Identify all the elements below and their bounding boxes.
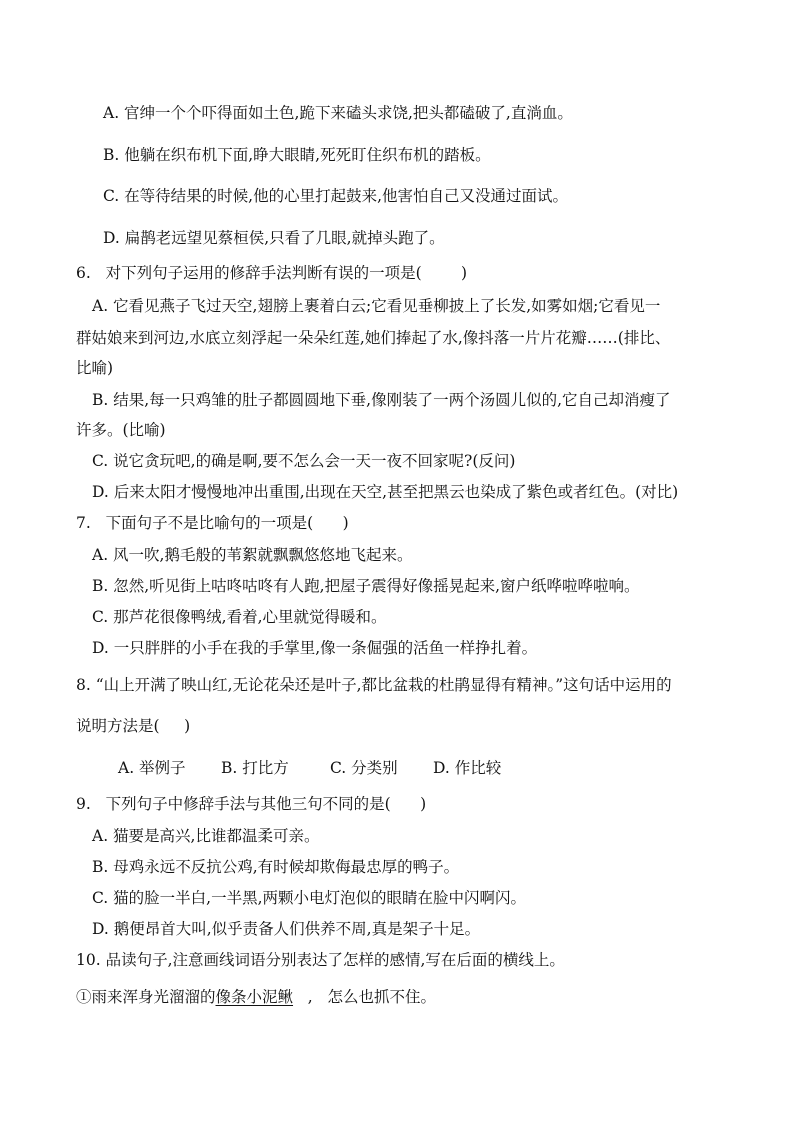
q6-option-b-line1: B. 结果,每一只鸡雏的肚子都圆圆地下垂,像刚装了一两个汤圆儿似的,它自己却消瘦了	[92, 391, 671, 409]
q9-option-a: A. 猫要是高兴,比谁都温柔可亲。	[92, 827, 320, 845]
q10-item-1-prefix: ①雨来浑身光溜溜的	[76, 988, 216, 1006]
q5-option-b: B. 他躺在织布机下面,睁大眼睛,死死盯住织布机的踏板。	[103, 146, 491, 164]
q8-option-a: A. 举例子	[118, 759, 186, 777]
q8-option-c: C. 分类别	[330, 759, 398, 777]
q10-item-1-suffix: , 怎么也抓不住。	[293, 988, 437, 1006]
q10-item-1-underlined-phrase: 像条小泥鳅	[215, 988, 294, 1006]
q5-option-a: A. 官绅一个个吓得面如土色,跪下来磕头求饶,把头都磕破了,直淌血。	[103, 104, 573, 122]
q10-item-1	[76, 987, 436, 1007]
q6-stem: 6. 对下列句子运用的修辞手法判断有误的一项是( )	[76, 264, 468, 282]
q8-option-b: B. 打比方	[221, 759, 289, 777]
q10-stem: 10. 品读句子,注意画线词语分别表达了怎样的感情,写在后面的横线上。	[76, 951, 565, 969]
q6-option-a-line1: A. 它看见燕子飞过天空,翅膀上裹着白云;它看见垂柳披上了长发,如雾如烟;它看见一	[92, 297, 661, 315]
q9-stem: 9. 下列句子中修辞手法与其他三句不同的是( )	[76, 795, 427, 813]
q9-option-c: C. 猫的脸一半白,一半黑,两颗小电灯泡似的眼睛在脸中闪啊闪。	[92, 889, 527, 907]
q8-stem-line1: 8. “山上开满了映山红,无论花朵还是叶子,都比盆栽的杜鹃显得有精神。”这句话中运用的	[76, 676, 672, 694]
q7-option-d: D. 一只胖胖的小手在我的手掌里,像一条倔强的活鱼一样挣扎着。	[92, 639, 538, 657]
q7-option-c: C. 那芦花很像鸭绒,看着,心里就觉得暖和。	[92, 608, 387, 626]
q9-option-d: D. 鹅便昂首大叫,似乎责备人们供养不周,真是架子十足。	[92, 920, 481, 938]
q6-option-a-line3: 比喻)	[76, 359, 114, 377]
q7-stem: 7. 下面句子不是比喻句的一项是( )	[76, 514, 349, 532]
q6-option-d: D. 后来太阳才慢慢地冲出重围,出现在天空,甚至把黑云也染成了紫色或者红色。(对比)	[92, 483, 679, 501]
q8-stem-line2: 说明方法是( )	[76, 717, 191, 735]
q6-option-a-line2: 群姑娘来到河边,水底立刻浮起一朵朵红莲,她们捧起了水,像抖落一片片花瓣……(排比、	[76, 329, 671, 347]
q8-option-d: D. 作比较	[433, 759, 502, 777]
q7-option-a: A. 风一吹,鹅毛般的苇絮就飘飘悠悠地飞起来。	[92, 546, 413, 564]
q7-option-b: B. 忽然,听见街上咕咚咕咚有人跑,把屋子震得好像摇晃起来,窗户纸哗啦哗啦响。	[92, 577, 640, 595]
q5-option-c: C. 在等待结果的时候,他的心里打起鼓来,他害怕自己又没通过面试。	[103, 187, 569, 205]
q9-option-b: B. 母鸡永远不反抗公鸡,有时候却欺侮最忠厚的鸭子。	[92, 858, 460, 876]
q6-option-b-line2: 许多。(比喻)	[76, 421, 166, 439]
q5-option-d: D. 扁鹊老远望见蔡桓侯,只看了几眼,就掉头跑了。	[103, 229, 445, 247]
q6-option-c: C. 说它贪玩吧,的确是啊,要不怎么会一天一夜不回家呢?(反问)	[92, 452, 516, 470]
